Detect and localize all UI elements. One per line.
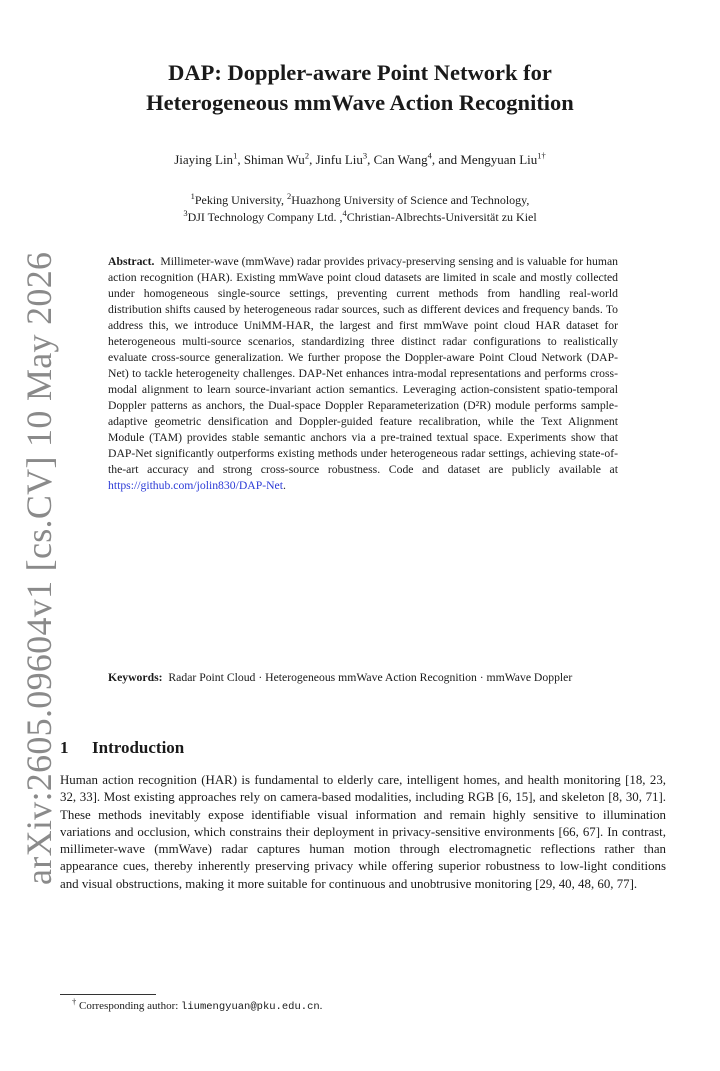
author-affil-mark: 1	[233, 150, 238, 161]
footnote-rule	[60, 994, 156, 995]
affiliation: Huazhong University of Science and Technology,	[291, 193, 530, 207]
affiliation: DJI Technology Company Ltd. ,	[187, 210, 343, 224]
title-line-2: Heterogeneous mmWave Action Recognition	[146, 90, 574, 115]
affiliations	[60, 192, 660, 226]
affiliation: Peking University,	[194, 193, 288, 207]
affil-mark: 2	[287, 191, 292, 201]
author-separator: ,	[309, 152, 316, 167]
author: Mengyuan Liu	[460, 152, 538, 167]
author: Jiaying Lin	[174, 152, 234, 167]
footnote-end: .	[319, 1000, 323, 1012]
abstract-heading: Abstract.	[108, 255, 155, 268]
footnote-email[interactable]: liumengyuan@pku.edu.cn	[181, 1001, 320, 1013]
code-link[interactable]: https://github.com/jolin830/DAP-Net	[108, 479, 283, 492]
affil-mark: 1	[190, 191, 195, 201]
title-line-1: DAP: Doppler-aware Point Network for	[168, 60, 552, 85]
author-separator: , and	[431, 152, 461, 167]
affil-mark: 3	[183, 208, 188, 218]
author-affil-mark: 2	[304, 150, 310, 161]
section-number: 1	[60, 738, 69, 757]
abstract-end: .	[283, 479, 286, 492]
footnote-text: Corresponding author:	[79, 1000, 182, 1012]
author-list	[60, 152, 660, 168]
author-separator: ,	[367, 152, 374, 167]
author: Can Wang	[373, 152, 428, 167]
keywords-body: Radar Point Cloud · Heterogeneous mmWave Action Recognition · mmWave Doppler	[168, 671, 573, 684]
section-heading	[60, 738, 660, 758]
author: Jinfu Liu	[315, 152, 363, 167]
author-affil-mark: 3	[362, 150, 368, 161]
footnote	[72, 996, 632, 1013]
author: Shiman Wu	[243, 152, 305, 167]
author-separator: ,	[237, 152, 244, 167]
arxiv-stamp: arXiv:2605.09604v1 [cs.CV] 10 May 2026	[19, 251, 59, 885]
paper-title	[60, 58, 660, 118]
footnote-mark: †	[72, 996, 77, 1007]
affiliation-line-1	[60, 192, 660, 209]
intro-paragraph: Human action recognition (HAR) is fundamental to elderly care, intelligent homes, and health monitoring [18, 23, 32, 33]. Most existing approaches rely on camera-based modalities, including RGB [6, 15], and skeleton [8, 30, 71]. These methods inevitably expose identifiable visual information and remain highly sensitive to illumination variations and occlusion, which constrains their deployment in privacy-sensitive environments [66, 67]. In contrast, millimeter-wave (mmWave) radar captures human motion through electromagnetic reflections rather than appearance cues, thereby inherently preserving privacy while offering superior robustness to low-light conditions and visual obstructions, making it more suitable for continuous and unobtrusive monitoring [29, 40, 48, 60, 77].	[60, 773, 666, 891]
author-affil-mark: 4	[427, 150, 432, 161]
keywords	[108, 670, 618, 686]
keywords-heading: Keywords:	[108, 671, 163, 684]
affiliation: Christian-Albrechts-Universität zu Kiel	[346, 210, 537, 224]
abstract-body: Millimeter-wave (mmWave) radar provides privacy-preserving sensing and is valuable for human action recognition (HAR). Existing mmWave point cloud datasets are limited in scale and mostly collected under homogeneous single-source settings, preventing current methods from handling real-world distribution shifts caused by heterogeneous radar sources, such as different devices and frequency bands. To address this, we introduce UniMM-HAR, the largest and first mmWave point cloud HAR dataset for heterogeneous multi-source scenarios, standardizing three distinct radar configurations to realistically evaluate cross-source generalization. We further propose the Doppler-aware Point Cloud Network (DAP-Net) to tackle heterogeneity challenges. DAP-Net enhances intra-modal representations and performs cross-modal alignment to learn source-invariant action semantics. Leveraging action-consistent spatio-temporal Doppler patterns as anchors, the Dual-space Doppler Reparameterization (D²R) module performs sample-adaptive geometric densification and Doppler-guided feature recalibration, while the Text Alignment Module (TAM) provides stable semantic anchors via a pre-trained textual space. Experiments show that DAP-Net significantly outperforms existing methods under heterogeneous radar settings, achieving state-of-the-art accuracy and strong cross-source robustness. Code and dataset are publicly available at	[108, 255, 618, 476]
author-affil-mark: 1†	[537, 150, 546, 161]
affiliation-line-2	[60, 209, 660, 226]
abstract	[108, 254, 618, 494]
section-title-text: Introduction	[92, 738, 185, 757]
affil-mark: 4	[342, 208, 347, 218]
